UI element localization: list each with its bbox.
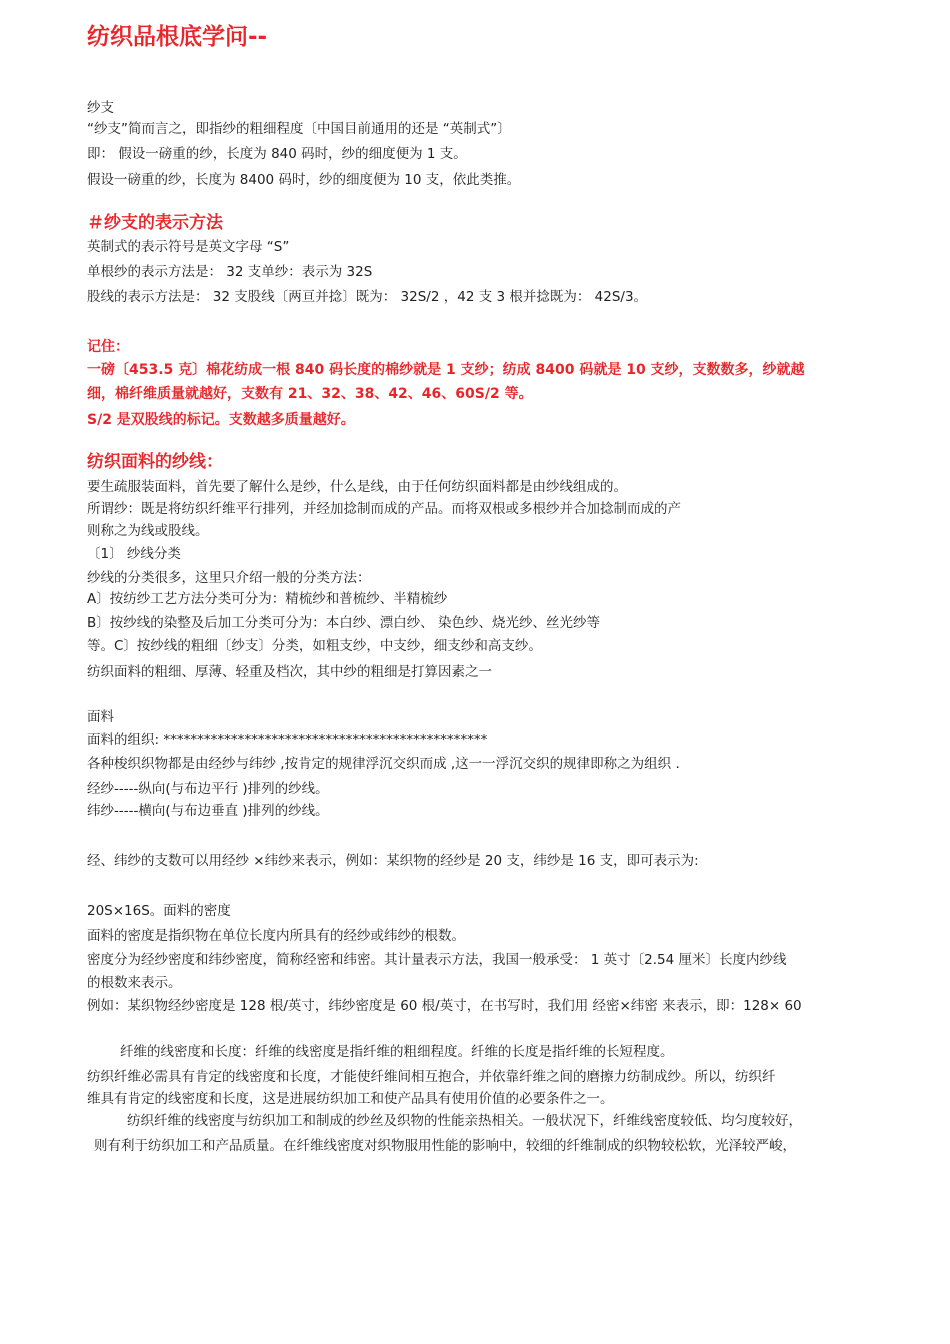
remember-heading: 记住：: [87, 339, 129, 355]
fabric-heading: 面料: [87, 709, 114, 725]
paragraph-line: 纺织面料的粗细、厚薄、轻重及档次，其中纱的粗细是打算因素之一: [87, 664, 492, 680]
paragraph-line: 纺织纤维必需具有肯定的线密度和长度，才能使纤维间相互抱合，并依靠纤维之间的磨擦力纺制成纱。所以，纺织纤: [87, 1069, 776, 1085]
notation-line: 股线的表示方法是： 32 支股线〔两亘并捻〕既为： 32S/2 ，42 支 3 根并捻既为： 42S/3。: [87, 289, 648, 305]
paragraph-line: 所谓纱：既是将纺织纤维平行排列，并经加捻制而成的产品。而将双根或多根纱并合加捻制而成的产: [87, 501, 681, 517]
paragraph-line: 面料的密度是指织物在单位长度内所具有的经纱或纬纱的根数。: [87, 928, 465, 944]
paragraph-line: 纬纱-----横向(与布边垂直 )排列的纱线。: [87, 803, 329, 819]
notation-heading: ＃纱支的表示方法: [87, 213, 223, 233]
paragraph-line: 〔1〕 纱线分类: [87, 546, 181, 562]
paragraph-line: A〕按纺纱工艺方法分类可分为：精梳纱和普梳纱、半精梳纱: [87, 591, 448, 607]
paragraph-line: 纱线的分类很多，这里只介绍一般的分类方法：: [87, 570, 371, 586]
yarn-count-example-1: 即： 假设一磅重的纱，长度为 840 码时，纱的细度便为 1 支。: [87, 146, 467, 162]
paragraph-line: 则称之为线或股线。: [87, 523, 209, 539]
paragraph-line: 维具有肯定的线密度和长度，这是进展纺织加工和使产品具有使用价值的必要条件之一。: [87, 1091, 614, 1107]
paragraph-line: B〕按纱线的染整及后加工分类可分为：本白纱、漂白纱、 染色纱、烧光纱、丝光纱等: [87, 615, 601, 631]
paragraph-line: 经、纬纱的支数可以用经纱 ×纬纱来表示，例如：某织物的经纱是 20 支，纬纱是 16 支，即可表示为:: [87, 853, 699, 869]
remember-line: S/2 是双股线的标记。支数越多质量越好。: [87, 412, 355, 428]
paragraph-line: 面料的组织: ************************************************: [87, 732, 488, 748]
paragraph-line: 密度分为经纱密度和纬纱密度，简称经密和纬密。其计量表示方法，我国一般承受： 1 英寸〔2.54 厘米〕长度内纱线: [87, 952, 787, 968]
paragraph-line: 例如：某织物经纱密度是 128 根/英寸，纬纱密度是 60 根/英寸，在书写时，我们用 经密×纬密 来表示，即：128× 60: [87, 998, 802, 1014]
yarn-count-example-2: 假设一磅重的纱，长度为 8400 码时，纱的细度便为 10 支，依此类推。: [87, 172, 521, 188]
notation-line: 英制式的表示符号是英文字母 “S”: [87, 239, 290, 255]
paragraph-line: 等。C〕按纱线的粗细〔纱支〕分类，如粗支纱，中支纱，细支纱和高支纱。: [87, 638, 542, 654]
remember-line: 一磅〔453.5 克〕棉花纺成一根 840 码长度的棉纱就是 1 支纱；纺成 8400 码就是 10 支纱，支数数多，纱就越: [87, 362, 805, 378]
paragraph-line: 20S×16S。面料的密度: [87, 903, 231, 919]
yarn-count-definition: “纱支”简而言之，即指纱的粗细程度〔中国目前通用的还是 “英制式”〕: [87, 121, 511, 137]
paragraph-line: 则有利于纺织加工和产品质量。在纤维线密度对织物服用性能的影响中，较细的纤维制成的织物较松软，光泽较严峻，: [94, 1138, 796, 1154]
yarn-count-heading: 纱支: [87, 100, 114, 116]
notation-line: 单根纱的表示方法是： 32 支单纱：表示为 32S: [87, 264, 373, 280]
paragraph-line: 经纱-----纵向(与布边平行 )排列的纱线。: [87, 781, 329, 797]
paragraph-line: 的根数来表示。: [87, 975, 182, 991]
page-title: 纺织品根底学问--: [87, 24, 268, 50]
fabric-yarn-heading: 纺织面料的纱线：: [87, 452, 223, 472]
paragraph-line: 要生疏服装面料，首先要了解什么是纱，什么是线，由于任何纺织面料都是由纱线组成的。: [87, 479, 627, 495]
paragraph-line: 纺织纤维的线密度与纺织加工和制成的纱丝及织物的性能亲热相关。一般状况下，纤维线密度较低、均匀度较好，: [127, 1113, 802, 1129]
paragraph-line: 各种梭织织物都是由经纱与纬纱 ,按肯定的规律浮沉交织而成 ,这一一浮沉交织的规律即称之为组织 .: [87, 756, 680, 772]
paragraph-line: 纤维的线密度和长度：纤维的线密度是指纤维的粗细程度。纤维的长度是指纤维的长短程度。: [120, 1044, 674, 1060]
remember-line: 细，棉纤维质量就越好，支数有 21、32、38、42、46、60S/2 等。: [87, 386, 533, 402]
